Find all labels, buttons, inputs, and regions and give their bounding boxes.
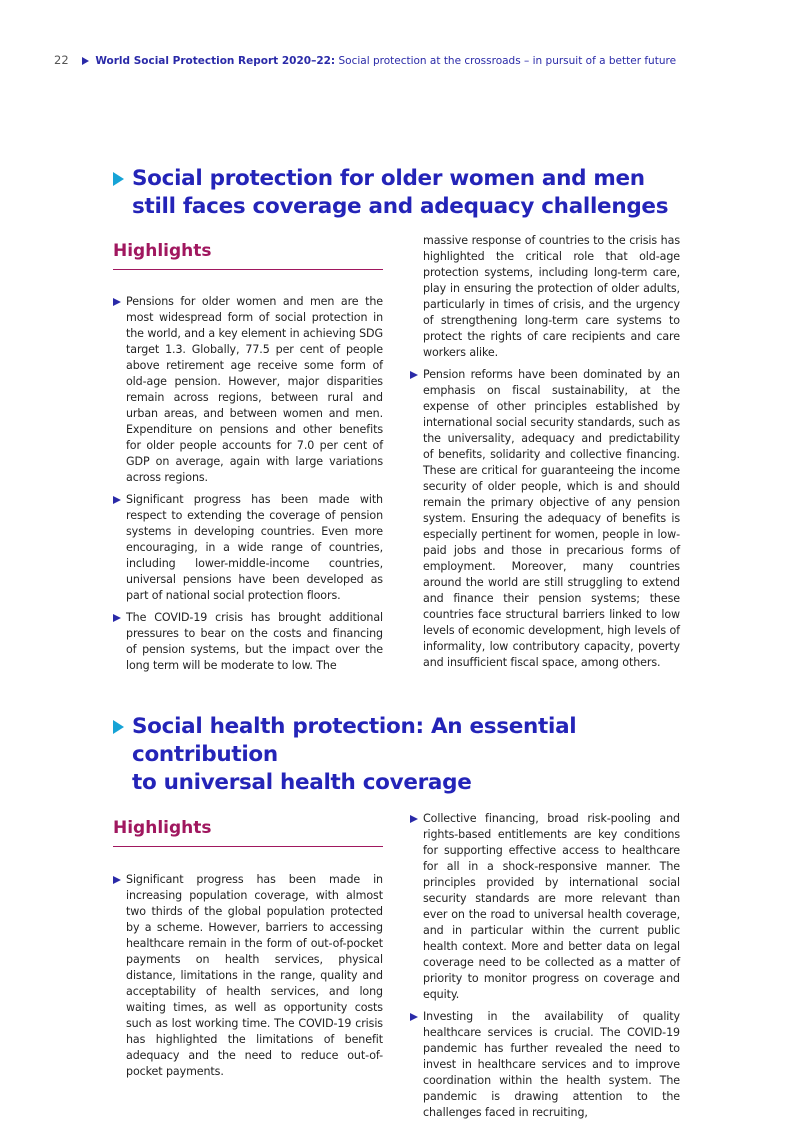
triangle-bullet-icon bbox=[113, 614, 121, 622]
left-column bbox=[113, 241, 383, 680]
triangle-bullet-icon bbox=[113, 876, 121, 884]
triangle-bullet-icon bbox=[410, 815, 418, 823]
list-item bbox=[410, 367, 680, 671]
triangle-bullet-icon bbox=[410, 371, 418, 379]
section-title bbox=[113, 713, 683, 797]
bullet-continuation: massive response of countries to the crisis has highlighted the critical role that old-age protection systems, including long-term care, play in ensuring the protection of older adults, particularly in times of crisis, and the urgency of strengthening long-term care systems to protect the rights of care recipients and care workers alike. bbox=[423, 234, 680, 359]
list-item bbox=[410, 811, 680, 1003]
section-title-line-2: to universal health coverage bbox=[132, 770, 472, 795]
report-subtitle: Social protection at the crossroads – in pursuit of a better future bbox=[338, 55, 677, 67]
running-header bbox=[54, 53, 676, 67]
list-item bbox=[113, 492, 383, 604]
triangle-bullet-icon bbox=[113, 720, 124, 734]
bullet-text: Collective financing, broad risk-pooling and rights-based entitlements are key conditions for supporting effective access to healthcare for all in a shock-responsive manner. The principles provided by international social security standards are more relevant than ever on the road to universal health coverage, and in particular within the current public health context. More and better data on legal coverage need to be collected as a matter of priority to monitor progress on coverage and equity. bbox=[423, 812, 680, 1001]
section-title-line-1: Social protection for older women and men bbox=[132, 166, 645, 191]
bullet-text: Investing in the availability of quality healthcare services is crucial. The COVID-19 pandemic has further revealed the need to invest in healthcare services and to improve coordination within the health system. The pandemic is drawing attention to the challenges faced in recruiting, bbox=[423, 1010, 680, 1119]
triangle-bullet-icon bbox=[113, 496, 121, 504]
right-column bbox=[410, 233, 680, 677]
triangle-bullet-icon bbox=[82, 57, 89, 65]
triangle-bullet-icon bbox=[410, 1013, 418, 1021]
list-item bbox=[410, 1009, 680, 1121]
bullet-text: Significant progress has been made with respect to extending the coverage of pension systems in developing countries. Even more encouraging, in a wide range of countries, including lower-middle-income countries, universal pensions have been developed as part of national social protection floors. bbox=[126, 493, 383, 602]
triangle-bullet-icon bbox=[113, 172, 124, 186]
report-title: World Social Protection Report 2020–22: bbox=[95, 55, 336, 67]
highlights-heading: Highlights bbox=[113, 241, 383, 270]
list-item bbox=[113, 294, 383, 486]
section-older-persons bbox=[113, 165, 683, 672]
triangle-bullet-icon bbox=[113, 298, 121, 306]
bullet-text: Significant progress has been made in increasing population coverage, with almost two thirds of the global population protected by a scheme. However, barriers to accessing healthcare remain in the form of out-of-pocket payments on health services, physical distance, limitations in the range, quality and acceptability of health services, and long waiting times, as well as opportunity costs such as lost working time. The COVID-19 crisis has highlighted the limitations of benefit adequacy and the need to reduce out-of-pocket payments. bbox=[126, 873, 383, 1078]
bullet-text: Pensions for older women and men are the most widespread form of social protection in the world, and a key element in achieving SDG target 1.3. Globally, 77.5 per cent of people above retirement age receive some form of old-age pension. However, major disparities remain across regions, between rural and urban areas, and between women and men. Expenditure on pensions and other benefits for older people accounts for 7.0 per cent of GDP on average, again with large variations across regions. bbox=[126, 295, 383, 484]
section-title-line-1: Social health protection: An essential contribution bbox=[132, 714, 577, 767]
bullet-text: Pension reforms have been dominated by an emphasis on fiscal sustainability, at the expense of other principles established by international social security standards, such as the universality, adequacy and predictability of benefits, solidarity and collective financing. These are critical for guaranteeing the income security of older people, which is and should remain the primary objective of any pension system. Ensuring the adequacy of benefits is especially pertinent for women, people in low-paid jobs and those in precarious forms of employment. Moreover, many countries around the world are still struggling to extend and finance their pension systems; these countries face structural barriers linked to low levels of economic development, high levels of informality, low contributory capacity, poverty and insufficient fiscal space, among others. bbox=[423, 368, 680, 669]
bullet-text: The COVID-19 crisis has brought additional pressures to bear on the costs and financing of pension systems, but the impact over the long term will be moderate to low. The bbox=[126, 611, 383, 672]
list-item bbox=[113, 610, 383, 674]
section-health-protection bbox=[113, 713, 683, 1119]
highlights-heading: Highlights bbox=[113, 818, 383, 847]
section-title bbox=[113, 165, 683, 221]
section-title-line-2: still faces coverage and adequacy challenges bbox=[132, 194, 669, 219]
left-column bbox=[113, 818, 383, 1086]
page-number: 22 bbox=[54, 53, 69, 67]
right-column bbox=[410, 811, 680, 1127]
list-item bbox=[113, 872, 383, 1080]
